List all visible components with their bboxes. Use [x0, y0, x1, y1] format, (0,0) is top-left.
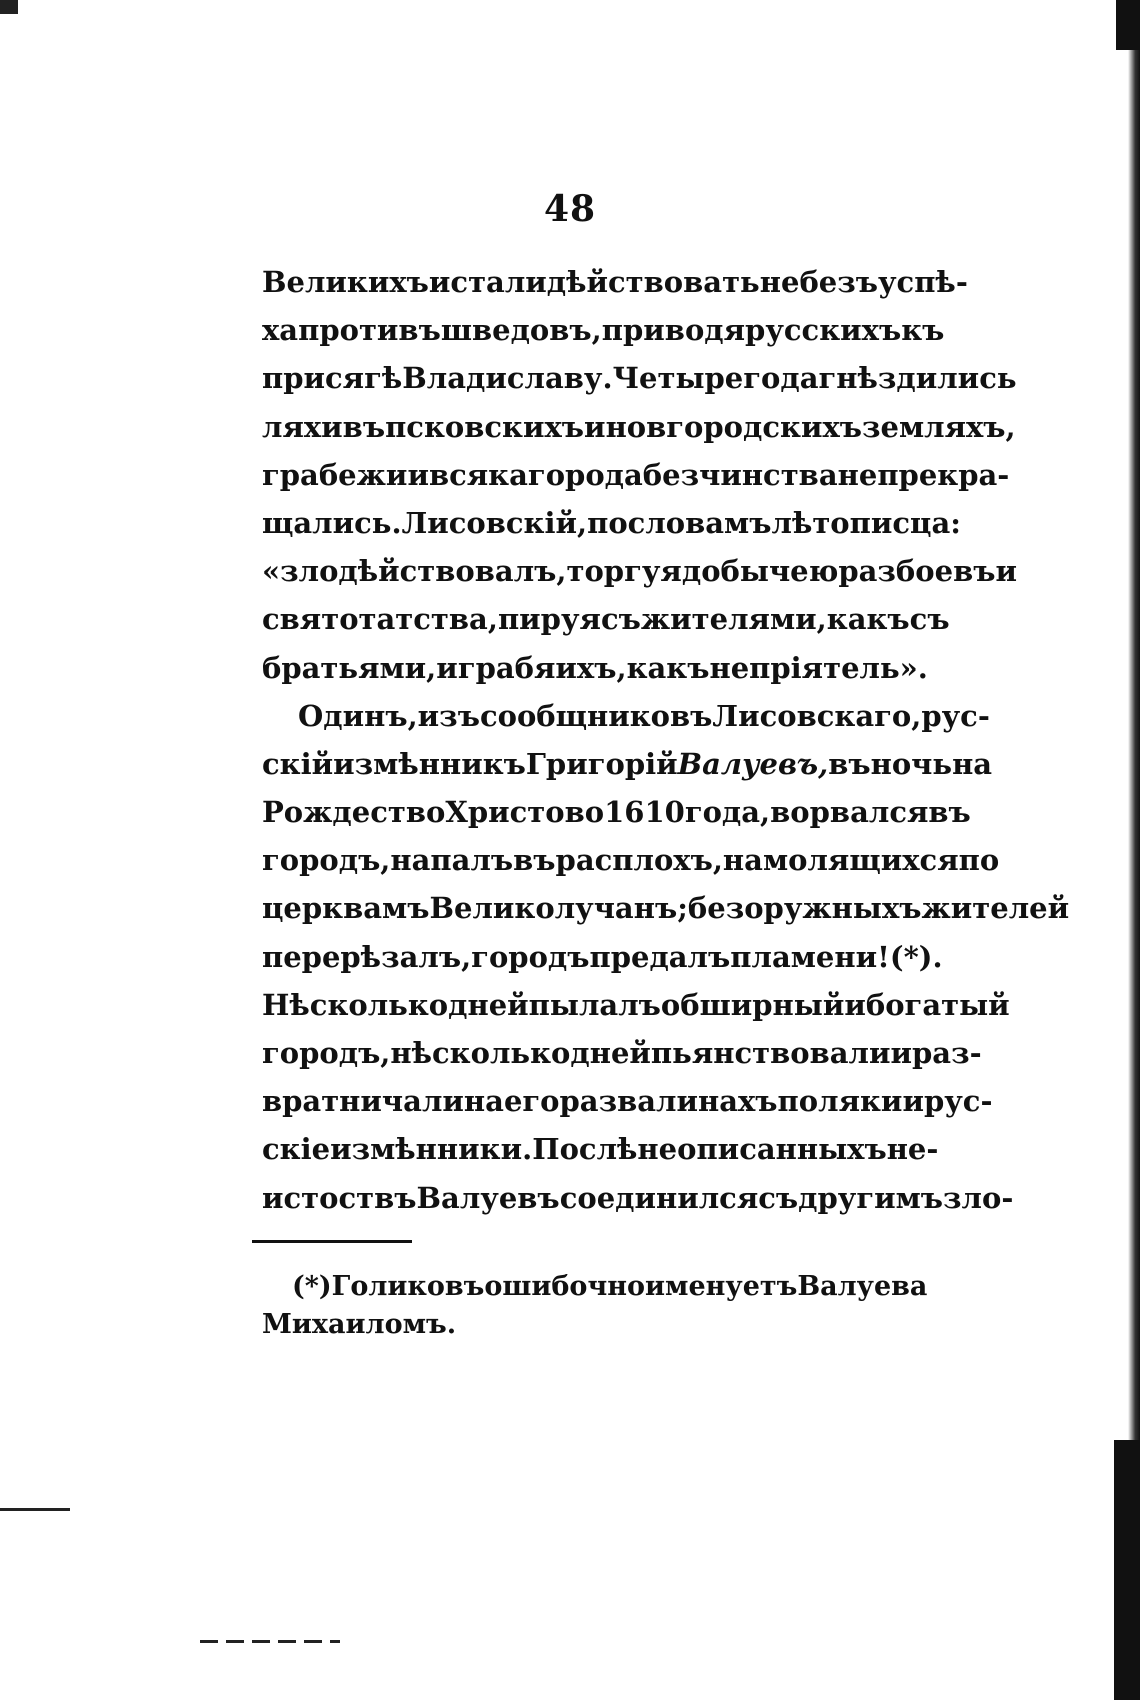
text-line: [262, 306, 945, 354]
word: рус-: [921, 698, 990, 733]
word: по: [958, 843, 1000, 878]
word: Великолучанъ;: [429, 891, 688, 926]
word: года,: [684, 795, 771, 830]
word: и: [902, 1084, 924, 1119]
word: другимъ: [798, 1180, 944, 1215]
scan-mark-left: [0, 1508, 70, 1511]
word: по: [587, 505, 628, 540]
word: успѣ-: [877, 265, 968, 299]
word: измѣнникъ: [333, 746, 526, 781]
word: городъ,: [262, 843, 391, 878]
word: Четыре: [612, 361, 744, 396]
word: дней: [570, 1036, 651, 1070]
word: къ: [901, 313, 945, 348]
text-line: [262, 547, 1017, 595]
word: истоствъ: [262, 1180, 417, 1215]
text-line: [262, 788, 971, 836]
word: Владиславу.: [402, 361, 613, 396]
scan-mark-bottom: [200, 1640, 340, 1643]
main-text: [262, 258, 1070, 1222]
text-line: [262, 644, 928, 692]
text-line: [262, 354, 1017, 402]
word: церквамъ: [262, 891, 430, 926]
text-line: [262, 403, 1016, 451]
word: съ: [600, 602, 641, 637]
word: «злодѣйствовалъ,: [262, 554, 567, 589]
word: пылалъ: [528, 987, 661, 1022]
text-line: [262, 981, 1010, 1029]
word: нѣсколько: [390, 1036, 571, 1070]
word: безъ: [799, 265, 878, 299]
word: Лисовскаго,: [712, 698, 922, 733]
word: въ: [828, 746, 871, 781]
word: и: [428, 265, 451, 299]
word: изъ: [417, 698, 480, 733]
word: стали: [450, 265, 547, 299]
word: его: [503, 1084, 560, 1119]
word: гнѣздились: [818, 361, 1017, 396]
word: Григорій: [525, 746, 678, 781]
word: ,: [591, 313, 602, 348]
word: расплохъ,: [555, 843, 723, 878]
text-line: [262, 933, 943, 981]
text-line: [262, 740, 993, 788]
word: въ: [342, 409, 386, 444]
word: не: [637, 1132, 678, 1167]
word: года: [743, 361, 819, 396]
word: сообщниковъ: [479, 698, 713, 733]
word: Валуевъ: [416, 1180, 560, 1215]
word: рус-: [923, 1084, 993, 1119]
word: приводя: [601, 313, 746, 348]
footnote-word: Валуева: [797, 1271, 928, 1302]
word: съ: [909, 602, 950, 637]
word: скіе: [262, 1132, 331, 1167]
word: Валуевъ,: [677, 746, 829, 781]
word: поляки: [777, 1084, 903, 1119]
word: не: [837, 457, 878, 492]
scan-edge-right-top: [1116, 0, 1140, 50]
word: новгородскихъ: [605, 409, 862, 444]
text-line: [262, 1125, 939, 1173]
scan-edge-artifact: [0, 0, 18, 14]
word: пьянствовали: [650, 1036, 891, 1070]
word: ляхи: [262, 409, 343, 444]
word: жителями,: [640, 602, 827, 637]
word: щались.: [262, 505, 402, 540]
word: земляхъ,: [862, 409, 1016, 444]
text-line: [262, 595, 950, 643]
word: Послѣ: [532, 1132, 638, 1167]
text-line: [262, 884, 1070, 932]
text-line: [262, 1077, 993, 1125]
word: городъ,: [262, 1036, 391, 1070]
text-line: [262, 836, 1000, 884]
word: зло-: [943, 1180, 1014, 1215]
word: городъ: [471, 939, 590, 974]
text-line: [262, 1029, 982, 1077]
word: ворвался: [770, 795, 929, 830]
word: безоружныхъ: [687, 891, 922, 926]
word: и: [584, 409, 606, 444]
word: всякаго: [428, 457, 566, 492]
word: въ: [928, 795, 971, 830]
word: грабежи: [262, 457, 408, 492]
word: русскихъ: [745, 313, 902, 348]
word: развалинахъ: [559, 1084, 778, 1119]
footnote-line: [262, 1306, 912, 1344]
word: напалъ: [390, 843, 514, 878]
word: прекра-: [877, 457, 1010, 492]
footnote-word: Михаиломъ.: [262, 1309, 457, 1340]
footnote-rule: [252, 1240, 412, 1243]
word: дней: [448, 987, 529, 1022]
footnote-line: [262, 1268, 928, 1306]
word: не: [759, 265, 800, 299]
word: перерѣзалъ,: [262, 939, 472, 974]
text-line: [262, 499, 961, 547]
text-line: [262, 692, 990, 740]
word: и: [407, 457, 429, 492]
word: шведовъ: [440, 313, 592, 348]
word: на: [722, 843, 763, 878]
word: скій: [262, 746, 334, 781]
word: въ: [513, 843, 556, 878]
word: раз-: [912, 1036, 982, 1070]
word: не-: [886, 1132, 939, 1167]
footnote: [262, 1268, 928, 1344]
word: ихъ,: [555, 650, 627, 685]
word: Лисовскій,: [401, 505, 588, 540]
word: псковскихъ: [385, 409, 585, 444]
text-line: [262, 1174, 1014, 1222]
word: измѣнники.: [330, 1132, 533, 1167]
word: какъ: [626, 650, 710, 685]
word: ночь: [870, 746, 953, 781]
word: обширный: [660, 987, 845, 1022]
word: предалъ: [589, 939, 731, 974]
footnote-word: именуетъ: [644, 1271, 798, 1302]
word: пируя: [497, 602, 601, 637]
word: Рождество: [262, 795, 446, 830]
word: жителей: [921, 891, 1070, 926]
word: ха: [262, 313, 299, 348]
word: богатый: [865, 987, 1010, 1022]
word: Великихъ: [262, 265, 429, 299]
word: (*).: [889, 939, 943, 974]
word: лѣтописца:: [771, 505, 961, 540]
word: на: [952, 746, 993, 781]
word: молящихся: [762, 843, 959, 878]
word: братьями,: [262, 650, 437, 685]
word: пламени!: [730, 939, 890, 974]
word: Христово: [445, 795, 605, 830]
word: 1610: [604, 795, 685, 830]
word: противъ: [298, 313, 441, 348]
text-line: [262, 451, 1010, 499]
word: соединился: [559, 1180, 759, 1215]
word: описанныхъ: [677, 1132, 887, 1167]
word: и: [890, 1036, 912, 1070]
word: непріятель».: [709, 650, 928, 685]
word: и: [995, 554, 1017, 589]
word: торгуя: [566, 554, 682, 589]
word: добычею: [681, 554, 839, 589]
word: и: [844, 987, 866, 1022]
word: присягѣ: [262, 361, 403, 396]
word: дѣйствовать: [546, 265, 760, 299]
scan-edge-right-bottom: [1114, 1440, 1140, 1700]
footnote-word: (*): [292, 1271, 332, 1302]
footnote-word: Голиковъ: [331, 1271, 485, 1302]
word: съ: [758, 1180, 799, 1215]
word: разбоевъ: [838, 554, 996, 589]
word: Одинъ,: [298, 698, 418, 733]
page-number: 48: [543, 188, 597, 230]
word: безчинства: [642, 457, 838, 492]
word: святотатства,: [262, 602, 498, 637]
word: какъ: [826, 602, 910, 637]
word: и: [436, 650, 458, 685]
word: Нѣсколько: [262, 987, 449, 1022]
word: вратничали: [262, 1084, 464, 1119]
word: словамъ: [627, 505, 772, 540]
footnote-word: ошибочно: [484, 1271, 645, 1302]
text-line: [262, 258, 968, 306]
word: грабя: [457, 650, 556, 685]
word: рода: [565, 457, 643, 492]
word: на: [463, 1084, 504, 1119]
